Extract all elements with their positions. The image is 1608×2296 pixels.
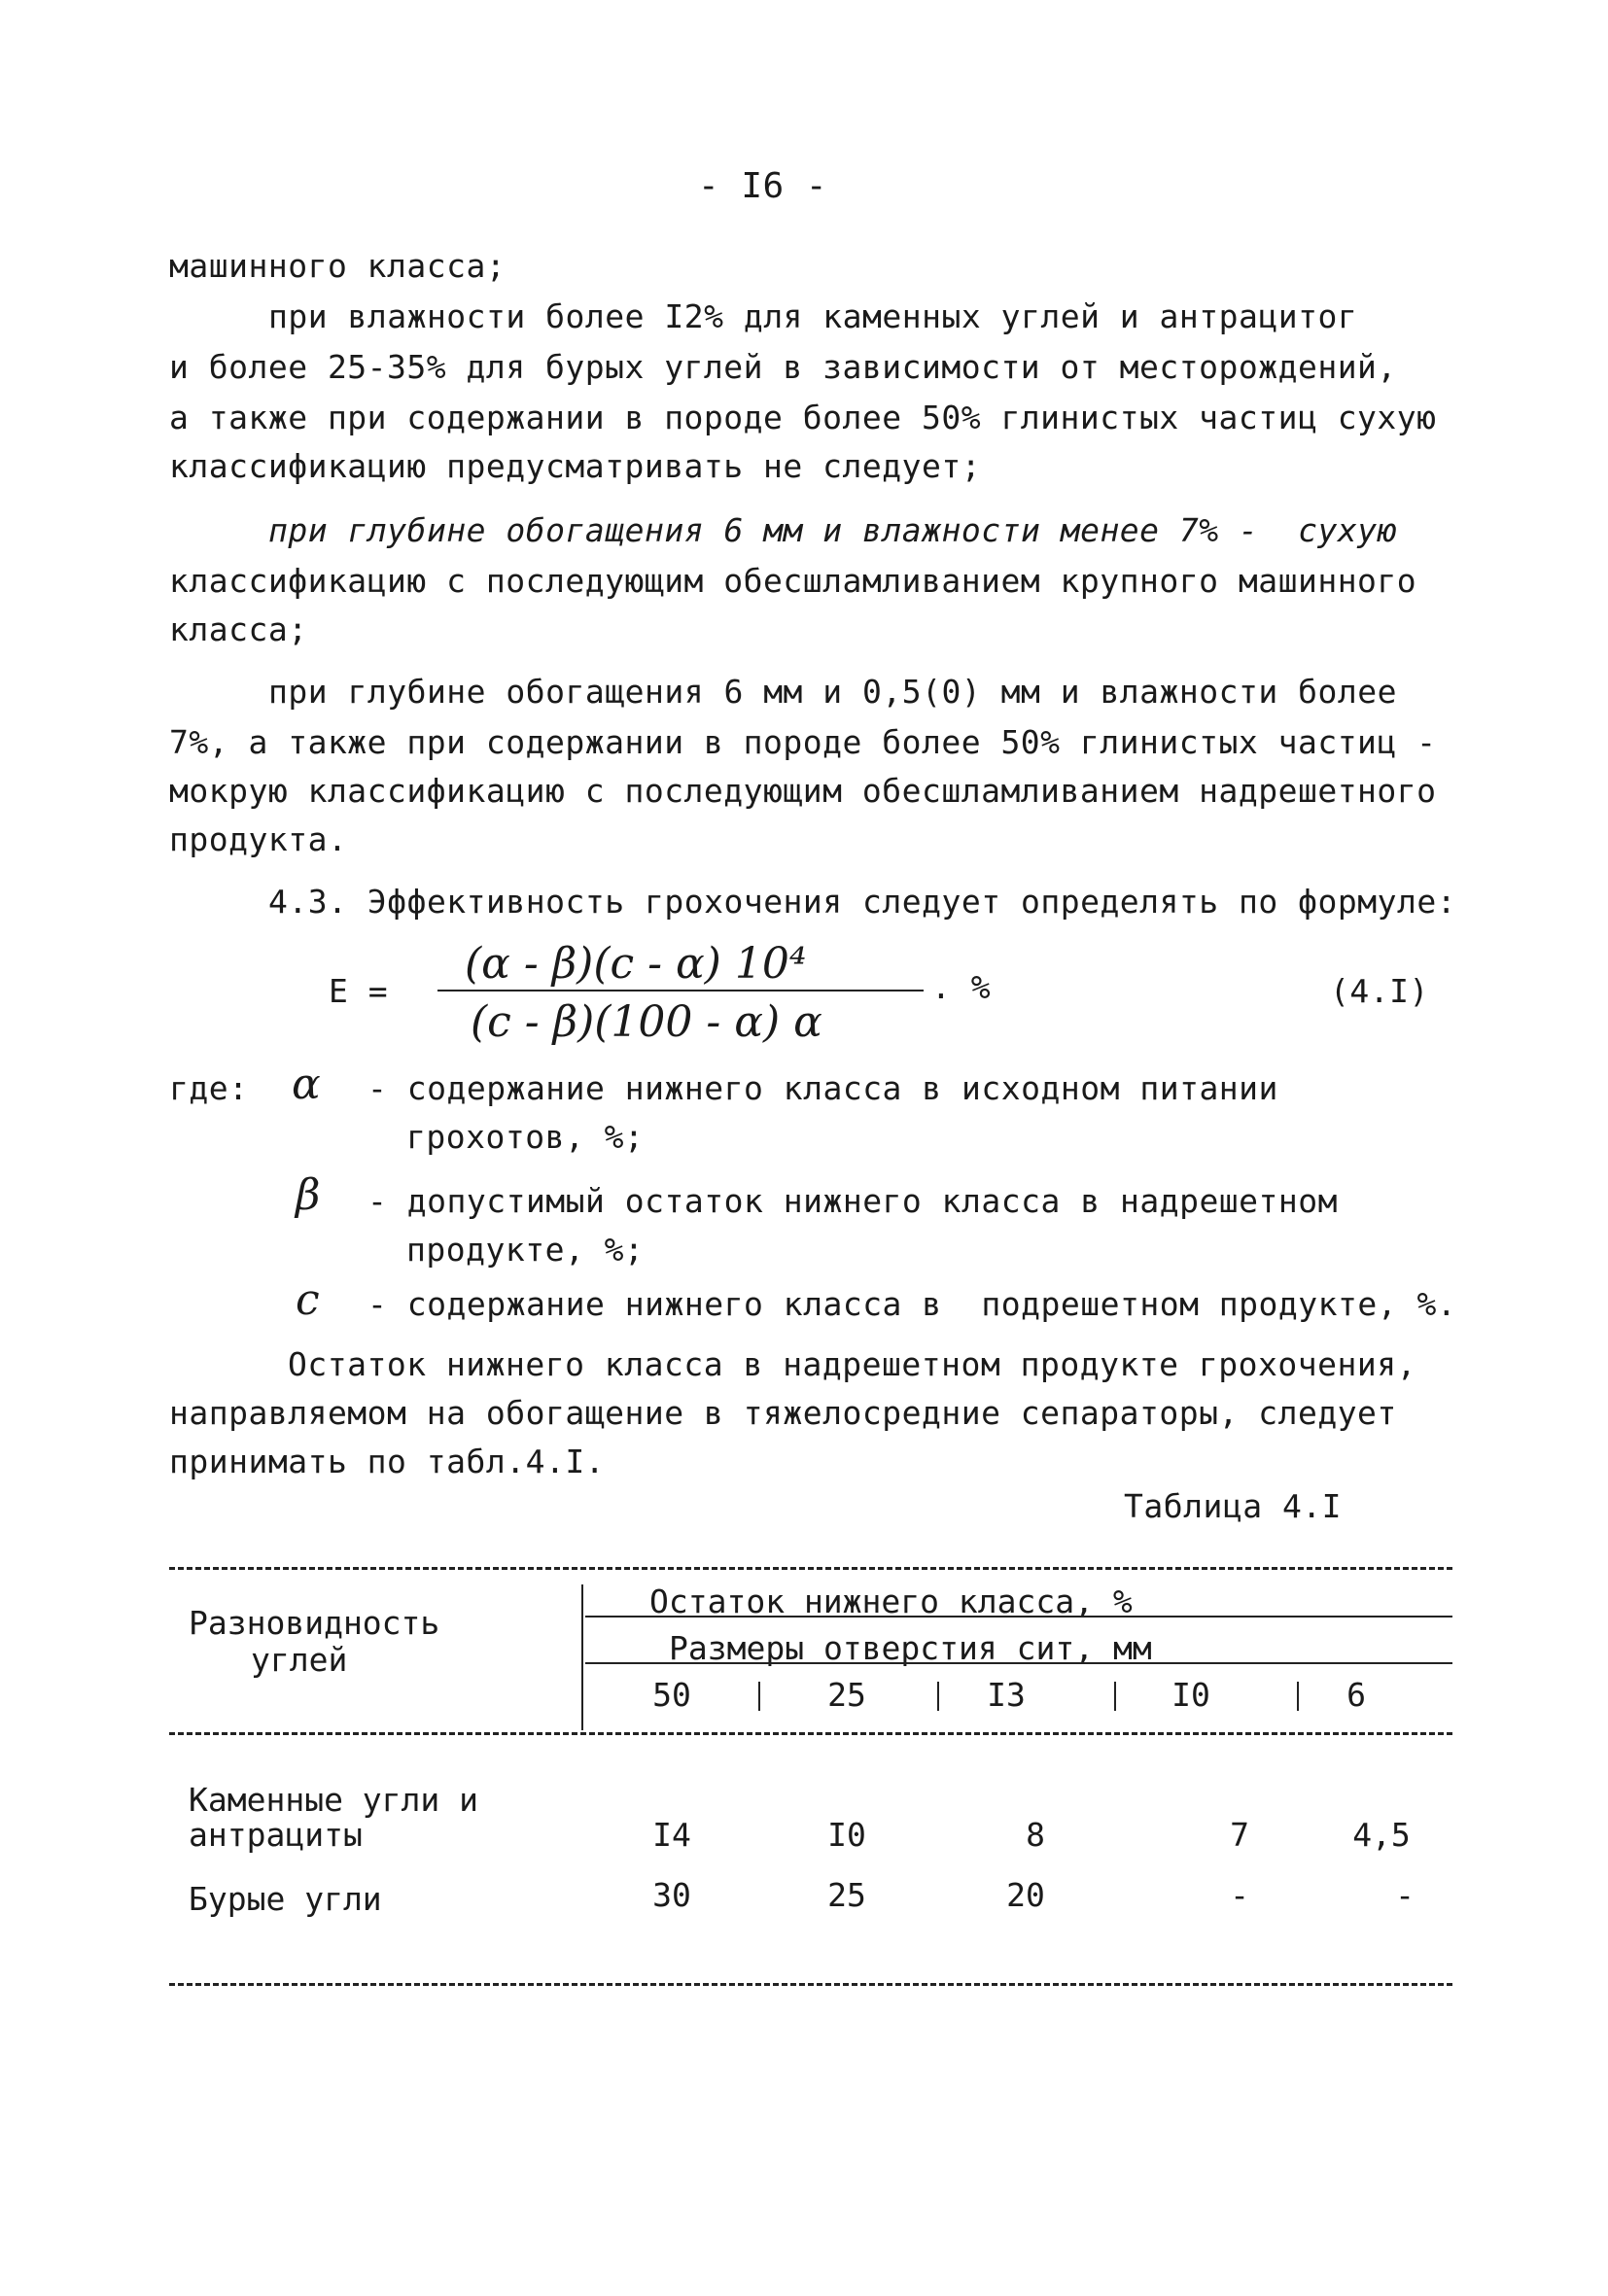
column-header: I3 [987,1676,1026,1714]
table-header-rule [169,1732,1452,1735]
table-cell: 8 [1026,1816,1045,1854]
column-divider [937,1682,939,1711]
paragraph-line: Остаток нижнего класса в надрешетном продукте грохочения, [288,1345,1416,1383]
legend-text: грохотов, %; [406,1118,645,1156]
column-divider [1297,1682,1299,1711]
legend-symbol: α [292,1060,321,1109]
paragraph-line: 4.3. Эффективность грохочения следует определять по формуле: [268,883,1457,921]
column-divider [581,1584,583,1730]
paragraph-line: класса; [169,610,308,648]
paragraph-line: и более 25-35% для бурых углей в зависимости от месторождений, [169,348,1397,386]
table-cell: I4 [652,1816,691,1854]
page-number: - I6 - [698,166,828,206]
formula-unit: . % [931,968,992,1006]
paragraph-line: машинного класса; [169,247,507,285]
legend-where: где: [169,1069,249,1107]
paragraph-line: направляемом на обогащение в тяжелосредние сепараторы, следует [169,1394,1397,1432]
legend-symbol: β [296,1170,321,1220]
formula-number: (4.I) [1330,972,1429,1010]
table-cell: 30 [652,1876,691,1914]
table-top-rule [169,1567,1452,1570]
row-label: Каменные угли и [189,1781,479,1819]
group-header: Остаток нижнего класса, % [649,1583,1133,1620]
fraction-bar [437,990,924,991]
table-cell: 4,5 [1352,1816,1411,1854]
header-rule [585,1616,1452,1618]
column-header: 25 [827,1676,866,1714]
paragraph-line: при глубине обогащения 6 мм и 0,5(0) мм и влажности более [268,673,1397,711]
sub-header: Размеры отверстия сит, мм [669,1629,1152,1667]
row-label: Бурые угли [189,1880,382,1918]
column-divider [1114,1682,1116,1711]
paragraph-line: при глубине обогащения 6 мм и влажности менее 7% - сухую [268,511,1397,549]
paragraph-line: при влажности более I2% для каменных углей и антрацитог [268,297,1358,335]
row-header-label: углей [251,1641,348,1679]
legend-text: - содержание нижнего класса в подрешетном продукте, %. [367,1285,1457,1323]
header-rule [585,1662,1452,1664]
table-cell: I0 [827,1816,866,1854]
column-divider [758,1682,760,1711]
paragraph-line: мокрую классификацию с последующим обесшламливанием надрешетного [169,772,1437,810]
table-cell: - [1230,1876,1249,1914]
column-header: I0 [1171,1676,1210,1714]
legend-text: продукте, %; [406,1231,645,1269]
table-bottom-rule [169,1983,1452,1986]
paragraph-line: продукта. [169,820,348,858]
legend-symbol: c [296,1275,320,1325]
paragraph-line: 7%, а также при содержании в породе более 50% глинистых частиц - [169,723,1437,761]
paragraph-line: принимать по табл.4.I. [169,1443,606,1480]
table-cell: - [1395,1876,1415,1914]
formula-lhs: E = [329,972,389,1010]
column-header: 50 [652,1676,691,1714]
table-cell: 20 [1006,1876,1045,1914]
paragraph-line: а также при содержании в породе более 50% глинистых частиц сухую [169,399,1437,436]
table-cell: 25 [827,1876,866,1914]
row-label: антрациты [189,1816,363,1854]
table-caption: Таблица 4.I [1124,1487,1343,1525]
legend-text: - допустимый остаток нижнего класса в надрешетном [367,1182,1339,1220]
row-header-label: Разновидность [189,1604,440,1642]
legend-text: - содержание нижнего класса в исходном питании [367,1069,1278,1107]
table-cell: 7 [1230,1816,1249,1854]
paragraph-line: классификацию предусматривать не следует; [169,447,982,485]
formula-denominator: (c - β)(100 - α) α [471,997,822,1047]
column-header: 6 [1346,1676,1366,1714]
formula-numerator: (α - β)(c - α) 10⁴ [465,939,807,989]
paragraph-line: классификацию с последующим обесшламливанием крупного машинного [169,562,1417,600]
